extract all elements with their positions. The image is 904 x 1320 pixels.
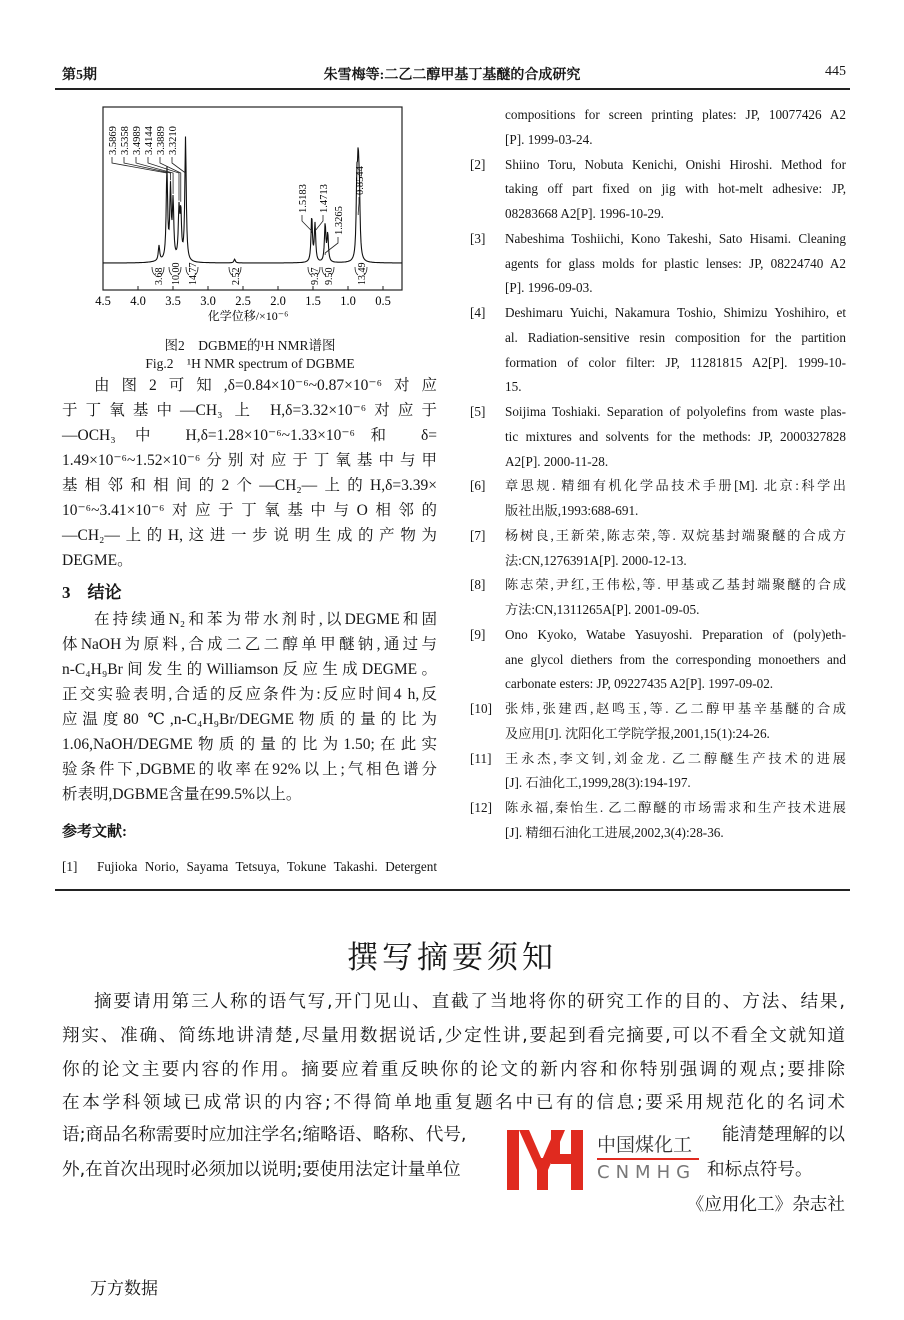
text-line: 体NaOH为原料,合成二乙二醇单甲醚钠,通过与 — [62, 636, 437, 653]
text-line: 析表明,DGBME含量在99.5%以上。 — [62, 786, 302, 803]
notice-title: 撰写摘要须知 — [347, 940, 557, 975]
integral-label: 14.77 — [188, 262, 199, 285]
text-line: 张炜,张建西,赵鸣玉,等. 乙二醇甲基辛基醚的合成 — [505, 701, 846, 716]
conclusion-paragraph — [62, 607, 437, 807]
peak-label: 3.3210 — [168, 126, 179, 155]
text-line: 基相邻和相间的2个—CH₂—上的H,δ=3.39× — [62, 477, 437, 494]
reference-item — [470, 301, 846, 400]
x-tick-label: 3.5 — [165, 294, 181, 308]
notice-line-5 — [62, 1121, 845, 1146]
logo-name-en: CNMHG — [597, 1162, 697, 1183]
x-tick-label: 1.5 — [305, 294, 321, 308]
text-line: [J]. 石油化工,1999,28(3):194-197. — [505, 775, 691, 791]
text-line: [J]. 精细石油化工进展,2002,3(4):28-36. — [505, 824, 724, 840]
text-line: A2[P]. 2000-11-28. — [505, 453, 609, 469]
text-line: 15. — [505, 379, 522, 395]
x-tick-label: 3.0 — [200, 294, 216, 308]
running-title: 朱雪梅等:二乙二醇甲基丁基醚的合成研究 — [323, 68, 581, 83]
peak-label: 1.3265 — [334, 206, 345, 235]
reference-1-first-line — [62, 855, 437, 880]
text-line: 王永杰,李文钊,刘金龙. 乙二醇醚生产技术的进展 — [505, 750, 846, 766]
reference-item — [470, 227, 846, 301]
header-rule — [55, 88, 850, 90]
reference-label: [3] — [470, 230, 486, 246]
text-line: 验条件下,DGBME的收率在92%以上;气相色谱分 — [62, 761, 437, 778]
peak-leader-line — [315, 215, 323, 233]
peak-label: 3.3889 — [156, 126, 167, 155]
peak-label: 3.5869 — [108, 126, 119, 155]
issue-number: 第5期 — [62, 68, 97, 83]
peak-leader-line — [124, 157, 170, 180]
text-line: DEGME。 — [62, 552, 133, 569]
text-line: 杨树良,王新荣,陈志荣,等. 双烷基封端聚醚的合成方 — [505, 527, 846, 543]
integral-label: 9.50 — [324, 267, 335, 285]
integral-label: 10.00 — [171, 262, 182, 285]
text-line: —CH₂—上的H,这进一步说明生成的产物为 — [62, 527, 437, 544]
text-line: 于丁氧基中—CH₃ 上 H,δ=3.32×10⁻⁶对应于 — [62, 402, 437, 419]
text-line: 及应用[J]. 沈阳化工学院学报,2001,15(1):24-26. — [505, 725, 770, 741]
mh-logo-mark-icon — [505, 1128, 595, 1192]
text-line: Soijima Toshiaki. Separation of polyolefins from waste plas- — [505, 404, 846, 419]
reference-label: [11] — [470, 750, 492, 766]
text-line: formation of color filter: JP, 11281815 A2[P]. 1999-10- — [505, 354, 846, 370]
peak-label: 0.8544 — [355, 166, 366, 195]
references-heading: 参考文献: — [62, 824, 127, 840]
text-line: 法:CN,1276391A[P]. 2000-12-13. — [505, 552, 687, 568]
text-line: 由图2可知,δ=0.84×10⁻⁶~0.87×10⁻⁶对应 — [94, 377, 437, 394]
notice-line-5-left: 语;商品名称需要时应加注学名;缩略语、略称、代号, — [62, 1125, 467, 1145]
watermark-logo — [505, 1128, 703, 1192]
reference-label: [7] — [470, 527, 486, 543]
logo-underline — [597, 1158, 699, 1160]
text-line: 10⁻⁶~3.41×10⁻⁶对应于丁氧基中与O相邻的 — [62, 502, 437, 519]
peak-label: 3.5358 — [120, 126, 131, 155]
text-line: [P]. 1999-03-24. — [505, 131, 593, 147]
section-rule — [55, 889, 850, 891]
integral-label: 3.68 — [154, 267, 165, 285]
reference-1 — [62, 855, 437, 880]
x-tick-label: 4.0 — [130, 294, 146, 308]
peak-leader-line — [148, 157, 179, 201]
nmr-spectrum-chart — [90, 95, 410, 325]
text-line: carbonate esters: JP, 09227435 A2[P]. 1997-09-02. — [505, 676, 774, 692]
peak-label: 1.4713 — [319, 184, 330, 213]
footer-source: 万方数据 — [90, 1279, 158, 1299]
reference-label: [6] — [470, 478, 486, 494]
text-line: 章思规. 精细有机化学品技术手册[M]. 北京:科学出 — [505, 478, 846, 494]
logo-name-cn: 中国煤化工 — [597, 1134, 693, 1156]
peak-leader-line — [358, 197, 359, 215]
text-line: 在本学科领域已成常识的内容;不得简单地重复题名中已有的信息;要采用规范化的名词术 — [62, 1093, 845, 1114]
text-line: 在持续通N₂和苯为带水剂时,以DEGME和固 — [94, 611, 437, 628]
figure-caption-en: Fig.2 ¹H NMR spectrum of DGBME — [145, 356, 355, 371]
notice-line-6-right: 和标点符号。 — [707, 1160, 813, 1180]
text-line: 版社出版,1993:688-691. — [505, 503, 639, 518]
text-line: tic mixtures and solvents for the methods: JP, 2000327828 — [505, 428, 846, 444]
text-line: 正交实验表明,合适的反应条件为:反应时间4 h,反 — [62, 686, 437, 703]
peak-label: 3.4989 — [132, 126, 143, 155]
text-line: 你的论文主要内容的作用。摘要应着重反映你的论文的新内容和你特别强调的观点;要排除 — [62, 1059, 845, 1080]
reference-item — [470, 153, 846, 227]
text-line: Ono Kyoko, Watabe Yasuyoshi. Preparation of (poly)eth- — [505, 626, 846, 642]
integral-label: 9.37 — [310, 267, 321, 285]
text-line: compositions for screen printing plates: JP, 10077426 A2 — [505, 107, 846, 122]
notice-signature: 《应用化工》杂志社 — [686, 1195, 845, 1215]
text-line: 08283668 A2[P]. 1996-10-29. — [505, 206, 664, 221]
text-line: 陈志荣,尹红,王伟松,等. 甲基或乙基封端聚醚的合成 — [505, 577, 846, 593]
x-tick-label: 0.5 — [375, 294, 391, 308]
figure-caption-cn: 图2 DGBME的¹H NMR谱图 — [164, 338, 336, 353]
text-line: Fujioka Norio, Sayama Tetsuya, Tokune Takashi. Detergent — [97, 859, 437, 874]
text-line: 应温度80 ℃,n-C₄H₉Br/DEGME物质的量的比为 — [62, 711, 437, 728]
x-tick-label: 2.0 — [270, 294, 286, 308]
reference-label: [1] — [62, 859, 78, 874]
reference-item — [470, 623, 846, 697]
text-line: Nabeshima Toshiichi, Kono Takeshi, Sato Hisami. Cleaning — [505, 230, 846, 246]
text-line: agents for glass molds for plastic lenses: JP, 08224740 A2 — [505, 255, 846, 271]
notice-line-5-right: 能清楚理解的以 — [721, 1125, 845, 1145]
text-line: taking off part fixed on jig with hot-melt adhesive: JP, — [505, 181, 846, 197]
x-axis-label: 化学位移/×10⁻⁶ — [207, 309, 289, 323]
text-line: al. Radiation-sensitive resin composition for the partition — [505, 329, 846, 345]
reference-item — [470, 400, 846, 474]
integral-label: 2.52 — [231, 267, 242, 285]
peak-label: 1.5183 — [298, 184, 309, 213]
reference-label: [10] — [470, 701, 492, 716]
text-line: 翔实、准确、简练地讲清楚,尽量用数据说话,少定性讲,要起到看完摘要,可以不看全文就知道 — [62, 1025, 845, 1046]
text-line: ane glycol diethers from the corresponding monoethers and — [505, 651, 846, 667]
text-line: Shiino Toru, Nobuta Kenichi, Onishi Hiroshi. Method for — [505, 156, 846, 172]
reference-label: [2] — [470, 156, 486, 172]
x-tick-label: 4.5 — [95, 294, 111, 308]
text-line: 1.49×10⁻⁶~1.52×10⁻⁶分别对应于丁氧基中与甲 — [62, 452, 437, 469]
reference-item — [470, 796, 846, 846]
notice-line-6 — [62, 1156, 845, 1181]
reference-item — [470, 573, 846, 623]
notice-line-6-left: 外,在首次出现时必须加以说明;要使用法定计量单位 — [62, 1160, 461, 1180]
reference-item — [470, 524, 846, 574]
reference-item — [470, 747, 846, 797]
x-tick-label: 1.0 — [340, 294, 356, 308]
discussion-paragraph — [62, 373, 437, 573]
text-line: Deshimaru Yuichi, Nakamura Toshio, Shimizu Yoshihiro, et — [505, 305, 846, 320]
text-line: 摘要请用第三人称的语气写,开门见山、直截了当地将你的研究工作的目的、方法、结果, — [94, 992, 845, 1012]
x-tick-label: 2.5 — [235, 294, 251, 308]
text-line: [P]. 1996-09-03. — [505, 280, 593, 296]
reference-label: [12] — [470, 800, 492, 815]
reference-item — [470, 474, 846, 524]
section-heading-conclusion: 3 结论 — [62, 583, 122, 602]
text-line: n-C₄H₉Br间发生的Williamson反应生成DEGME。 — [62, 661, 437, 678]
integral-label: 13.49 — [357, 262, 368, 285]
reference-label: [5] — [470, 404, 486, 419]
reference-list — [470, 103, 846, 846]
peak-leader-line — [302, 215, 312, 233]
reference-label: [8] — [470, 577, 486, 593]
text-line: 方法:CN,1311265A[P]. 2001-09-05. — [505, 602, 700, 617]
peak-label: 3.4144 — [144, 126, 155, 155]
reference-item — [470, 103, 846, 153]
reference-label: [4] — [470, 305, 486, 320]
notice-paragraph — [62, 986, 845, 1121]
reference-item — [470, 697, 846, 747]
page-number: 445 — [825, 64, 846, 79]
text-line: 1.06,NaOH/DEGME物质的量的比为1.50;在此实 — [62, 736, 437, 753]
text-line: —OCH₃ 中 H,δ=1.28×10⁻⁶~1.33×10⁻⁶和 δ= — [62, 427, 437, 444]
text-line: 陈永福,秦怡生. 乙二醇醚的市场需求和生产技术进展 — [505, 800, 846, 815]
reference-label: [9] — [470, 626, 486, 642]
